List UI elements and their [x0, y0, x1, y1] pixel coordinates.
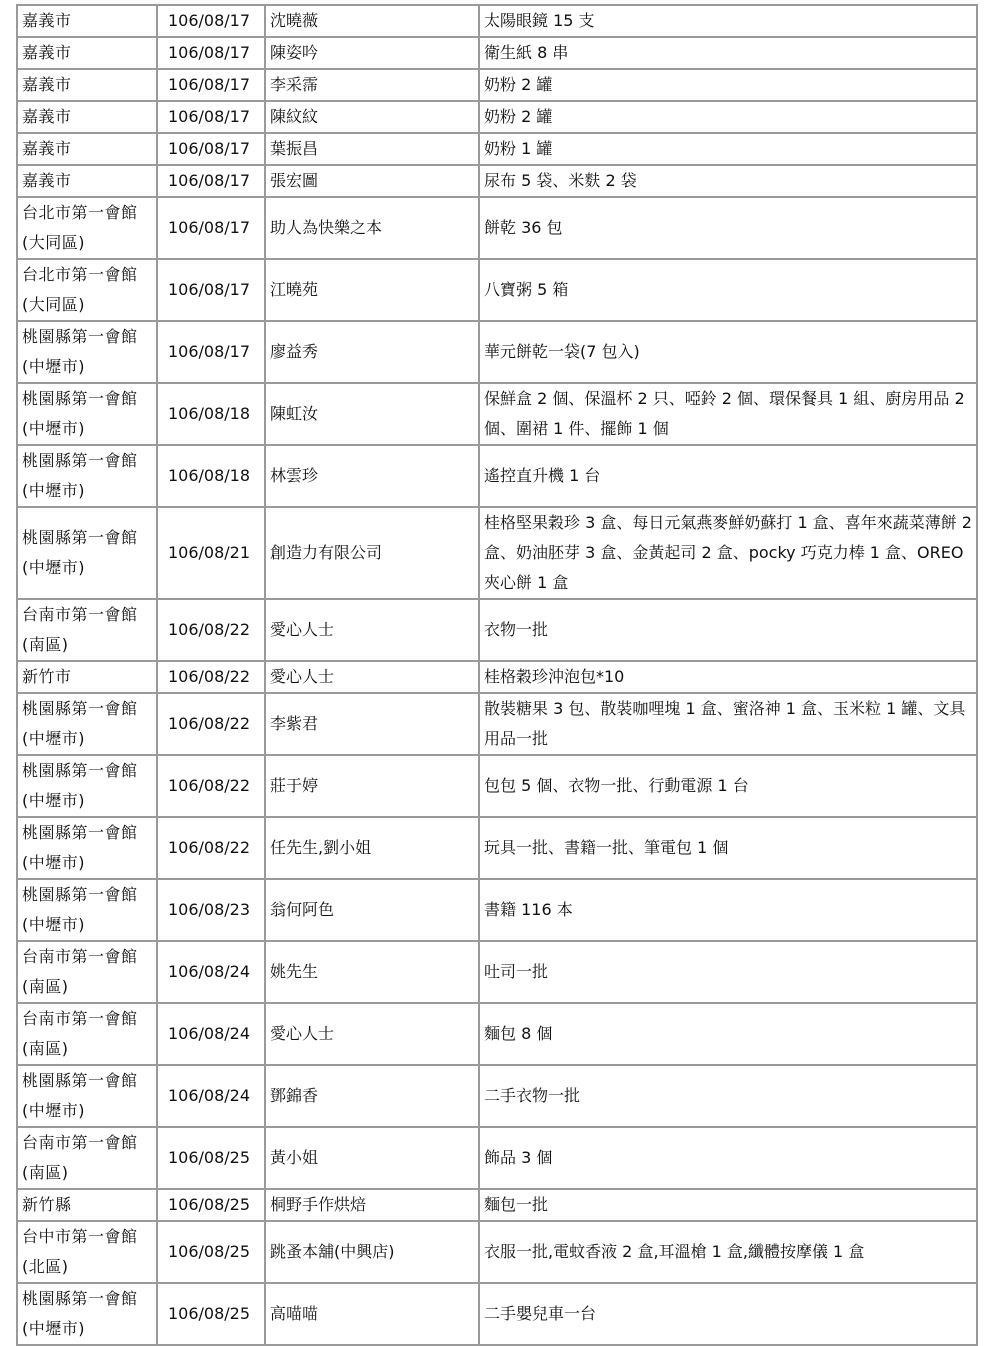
date-cell: 106/08/17	[157, 37, 265, 69]
table-row	[17, 259, 977, 321]
location-cell: 台中市第一會館(北區)	[17, 1221, 157, 1283]
table-row	[17, 1127, 977, 1189]
items-cell: 包包 5 個、衣物一批、行動電源 1 台	[479, 755, 977, 817]
location-cell: 桃園縣第一會館(中壢市)	[17, 507, 157, 599]
donor-cell: 翁何阿色	[265, 879, 479, 941]
donor-cell: 葉振昌	[265, 133, 479, 165]
donor-cell: 鄧錦香	[265, 1065, 479, 1127]
location-cell: 桃園縣第一會館(中壢市)	[17, 1065, 157, 1127]
date-cell: 106/08/25	[157, 1283, 265, 1345]
donor-cell: 陳姿吟	[265, 37, 479, 69]
location-cell: 桃園縣第一會館(中壢市)	[17, 755, 157, 817]
donor-cell: 陳虹汝	[265, 383, 479, 445]
items-cell: 尿布 5 袋、米麩 2 袋	[479, 165, 977, 197]
table-row	[17, 1003, 977, 1065]
date-cell: 106/08/17	[157, 133, 265, 165]
donor-cell: 愛心人士	[265, 1003, 479, 1065]
location-cell: 桃園縣第一會館(中壢市)	[17, 321, 157, 383]
items-cell: 遙控直升機 1 台	[479, 445, 977, 507]
items-cell: 華元餅乾一袋(7 包入)	[479, 321, 977, 383]
date-cell: 106/08/22	[157, 661, 265, 693]
location-cell: 嘉義市	[17, 37, 157, 69]
donation-table-body	[17, 5, 977, 1345]
donor-cell: 愛心人士	[265, 599, 479, 661]
donor-cell: 任先生,劉小姐	[265, 817, 479, 879]
items-cell: 二手嬰兒車一台	[479, 1283, 977, 1345]
date-cell: 106/08/17	[157, 69, 265, 101]
date-cell: 106/08/22	[157, 755, 265, 817]
date-cell: 106/08/25	[157, 1189, 265, 1221]
location-cell: 桃園縣第一會館(中壢市)	[17, 383, 157, 445]
items-cell: 餅乾 36 包	[479, 197, 977, 259]
table-row	[17, 445, 977, 507]
date-cell: 106/08/22	[157, 817, 265, 879]
date-cell: 106/08/22	[157, 693, 265, 755]
table-row	[17, 5, 977, 37]
donor-cell: 林雲珍	[265, 445, 479, 507]
table-row	[17, 321, 977, 383]
donor-cell: 姚先生	[265, 941, 479, 1003]
items-cell: 書籍 116 本	[479, 879, 977, 941]
items-cell: 玩具一批、書籍一批、筆電包 1 個	[479, 817, 977, 879]
date-cell: 106/08/25	[157, 1127, 265, 1189]
table-row	[17, 755, 977, 817]
location-cell: 台南市第一會館(南區)	[17, 1127, 157, 1189]
location-cell: 桃園縣第一會館(中壢市)	[17, 1283, 157, 1345]
items-cell: 麵包一批	[479, 1189, 977, 1221]
date-cell: 106/08/22	[157, 599, 265, 661]
items-cell: 吐司一批	[479, 941, 977, 1003]
date-cell: 106/08/24	[157, 941, 265, 1003]
donor-cell: 助人為快樂之本	[265, 197, 479, 259]
donor-cell: 跳蚤本舖(中興店)	[265, 1221, 479, 1283]
table-row	[17, 37, 977, 69]
table-row	[17, 693, 977, 755]
table-row	[17, 1221, 977, 1283]
date-cell: 106/08/24	[157, 1065, 265, 1127]
items-cell: 桂格穀珍沖泡包*10	[479, 661, 977, 693]
donor-cell: 沈曉薇	[265, 5, 479, 37]
location-cell: 桃園縣第一會館(中壢市)	[17, 445, 157, 507]
location-cell: 嘉義市	[17, 165, 157, 197]
location-cell: 新竹縣	[17, 1189, 157, 1221]
date-cell: 106/08/23	[157, 879, 265, 941]
items-cell: 衣物一批	[479, 599, 977, 661]
table-row	[17, 941, 977, 1003]
donor-cell: 愛心人士	[265, 661, 479, 693]
table-row	[17, 197, 977, 259]
date-cell: 106/08/17	[157, 197, 265, 259]
table-row	[17, 879, 977, 941]
items-cell: 麵包 8 個	[479, 1003, 977, 1065]
location-cell: 台南市第一會館(南區)	[17, 1003, 157, 1065]
donor-cell: 張宏圖	[265, 165, 479, 197]
items-cell: 太陽眼鏡 15 支	[479, 5, 977, 37]
items-cell: 八寶粥 5 箱	[479, 259, 977, 321]
location-cell: 桃園縣第一會館(中壢市)	[17, 879, 157, 941]
donor-cell: 莊于婷	[265, 755, 479, 817]
date-cell: 106/08/17	[157, 259, 265, 321]
table-row	[17, 599, 977, 661]
date-cell: 106/08/18	[157, 445, 265, 507]
donation-table	[16, 4, 978, 1346]
table-row	[17, 133, 977, 165]
items-cell: 二手衣物一批	[479, 1065, 977, 1127]
table-row	[17, 1283, 977, 1345]
table-row	[17, 1189, 977, 1221]
location-cell: 桃園縣第一會館(中壢市)	[17, 817, 157, 879]
donor-cell: 黃小姐	[265, 1127, 479, 1189]
date-cell: 106/08/18	[157, 383, 265, 445]
donor-cell: 江曉苑	[265, 259, 479, 321]
items-cell: 飾品 3 個	[479, 1127, 977, 1189]
location-cell: 台北市第一會館(大同區)	[17, 259, 157, 321]
items-cell: 奶粉 2 罐	[479, 101, 977, 133]
location-cell: 嘉義市	[17, 101, 157, 133]
donor-cell: 創造力有限公司	[265, 507, 479, 599]
location-cell: 桃園縣第一會館(中壢市)	[17, 693, 157, 755]
table-row	[17, 383, 977, 445]
location-cell: 台南市第一會館(南區)	[17, 599, 157, 661]
table-row	[17, 69, 977, 101]
date-cell: 106/08/17	[157, 101, 265, 133]
date-cell: 106/08/17	[157, 5, 265, 37]
location-cell: 新竹市	[17, 661, 157, 693]
location-cell: 台南市第一會館(南區)	[17, 941, 157, 1003]
table-row	[17, 817, 977, 879]
location-cell: 台北市第一會館(大同區)	[17, 197, 157, 259]
items-cell: 奶粉 1 罐	[479, 133, 977, 165]
items-cell: 保鮮盒 2 個、保溫杯 2 只、啞鈴 2 個、環保餐具 1 組、廚房用品 2 個、圍裙 1 件、擺飾 1 個	[479, 383, 977, 445]
items-cell: 桂格堅果穀珍 3 盒、每日元氣燕麥鮮奶蘇打 1 盒、喜年來蔬菜薄餅 2 盒、奶油胚芽 3 盒、金黃起司 2 盒、pocky 巧克力棒 1 盒、OREO 夾心餅 1 盒	[479, 507, 977, 599]
table-row	[17, 1065, 977, 1127]
donor-cell: 高喵喵	[265, 1283, 479, 1345]
donor-cell: 廖益秀	[265, 321, 479, 383]
donor-cell: 李紫君	[265, 693, 479, 755]
location-cell: 嘉義市	[17, 69, 157, 101]
donor-cell: 桐野手作烘焙	[265, 1189, 479, 1221]
date-cell: 106/08/17	[157, 321, 265, 383]
table-row	[17, 661, 977, 693]
table-row	[17, 507, 977, 599]
items-cell: 奶粉 2 罐	[479, 69, 977, 101]
date-cell: 106/08/25	[157, 1221, 265, 1283]
table-row	[17, 165, 977, 197]
items-cell: 衣服一批,電蚊香液 2 盒,耳溫槍 1 盒,纖體按摩儀 1 盒	[479, 1221, 977, 1283]
donor-cell: 陳紋紋	[265, 101, 479, 133]
items-cell: 散裝糖果 3 包、散裝咖哩塊 1 盒、蜜洛神 1 盒、玉米粒 1 罐、文具用品一批	[479, 693, 977, 755]
date-cell: 106/08/24	[157, 1003, 265, 1065]
date-cell: 106/08/21	[157, 507, 265, 599]
items-cell: 衛生紙 8 串	[479, 37, 977, 69]
location-cell: 嘉義市	[17, 133, 157, 165]
date-cell: 106/08/17	[157, 165, 265, 197]
donor-cell: 李采霈	[265, 69, 479, 101]
location-cell: 嘉義市	[17, 5, 157, 37]
table-row	[17, 101, 977, 133]
